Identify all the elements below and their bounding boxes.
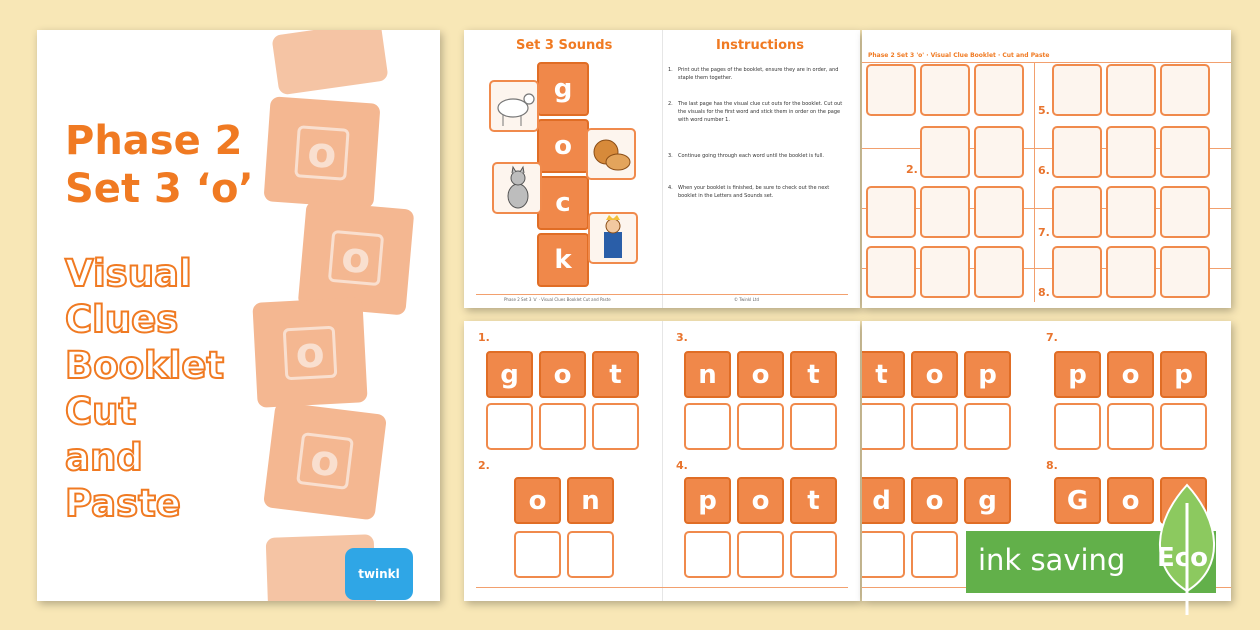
cover-subtitle-line: Clues (65, 298, 179, 341)
letter-tile: o (737, 351, 784, 398)
cover-subtitle-line: Visual (65, 252, 192, 295)
twinkl-logo: twinkl (345, 548, 413, 600)
pug-picture (1052, 246, 1102, 298)
sheet-header: Phase 2 Set 3 'o' · Visual Clue Booklet · Cut and Paste (868, 52, 1050, 59)
page-footer: © Twinkl Ltd (734, 297, 760, 302)
lion-picture (866, 186, 916, 238)
lion-picture (866, 64, 916, 116)
picture-paste-box[interactable] (862, 531, 905, 578)
picture-paste-box[interactable] (684, 403, 731, 450)
nest-picture (920, 126, 970, 178)
word-number: 3. (676, 331, 688, 344)
goat-picture (1160, 246, 1210, 298)
cut-and-paste-sheet (862, 30, 1231, 308)
word-number: 8. (1046, 459, 1058, 472)
picture-paste-box[interactable] (539, 403, 586, 450)
grid-line (1034, 62, 1035, 302)
picture-paste-box[interactable] (964, 403, 1011, 450)
pig-picture (1052, 186, 1102, 238)
picture-paste-box[interactable] (1160, 403, 1207, 450)
letter-tile: t (790, 477, 837, 524)
word-number: 7. (1046, 331, 1058, 344)
row-number: 2. (906, 163, 918, 176)
ink-saving-badge (966, 531, 1260, 593)
lion-picture (1160, 186, 1210, 238)
page-fold (662, 321, 663, 601)
picture-paste-box[interactable] (737, 403, 784, 450)
goat-picture (1106, 64, 1156, 116)
lion-picture (974, 126, 1024, 178)
tap-picture (974, 64, 1024, 116)
pig-picture (974, 246, 1024, 298)
letter-tile: g (537, 62, 589, 116)
picture-paste-box[interactable] (567, 531, 614, 578)
row-number: 7. (1038, 226, 1050, 239)
picture-paste-box[interactable] (790, 531, 837, 578)
letter-tile: c (537, 176, 589, 230)
picture-paste-box[interactable] (514, 531, 561, 578)
letter-tile: o (911, 351, 958, 398)
lion-picture (1106, 246, 1156, 298)
page-fold (662, 30, 663, 308)
picture-paste-box[interactable] (592, 403, 639, 450)
lion-picture (1052, 126, 1102, 178)
letter-tile: p (1054, 351, 1101, 398)
picture-paste-box[interactable] (911, 403, 958, 450)
letter-tile: o (539, 351, 586, 398)
goat-picture (489, 80, 539, 132)
picture-paste-box[interactable] (486, 403, 533, 450)
letter-tile: o (537, 119, 589, 173)
cat-picture (492, 162, 542, 214)
letter-tile: t (862, 351, 905, 398)
letter-tile: o (514, 477, 561, 524)
instruction-step: 4. When your booklet is finished, be sure to check out the next booklet in the Letters and Sounds set. (668, 185, 830, 199)
grid-line (862, 62, 1231, 63)
letter-tile: o (1107, 351, 1154, 398)
tap-picture (866, 246, 916, 298)
deco-tile: o (263, 96, 380, 208)
letter-tile: p (1160, 351, 1207, 398)
word-number: 2. (478, 459, 490, 472)
picture-paste-box[interactable] (862, 403, 905, 450)
picture-paste-box[interactable] (737, 531, 784, 578)
cover-title-line1: Phase 2 (65, 118, 243, 164)
goat-picture (1106, 186, 1156, 238)
goat-picture (920, 64, 970, 116)
sounds-instructions-spread (464, 30, 860, 308)
cover-subtitle-line: Paste (65, 482, 181, 525)
page-footer-rule (476, 587, 848, 588)
pug-picture (1160, 126, 1210, 178)
word-number: 1. (478, 331, 490, 344)
letter-tile: k (537, 233, 589, 287)
letter-tile: t (592, 351, 639, 398)
sounds-heading: Set 3 Sounds (516, 38, 613, 53)
letter-tile: o (737, 477, 784, 524)
letter-tile: g (964, 477, 1011, 524)
eco-label: Eco (1157, 543, 1209, 573)
deco-tile (271, 30, 388, 95)
letter-tile: g (486, 351, 533, 398)
goat-picture (1106, 126, 1156, 178)
letter-tile: n (684, 351, 731, 398)
letter-tile: t (790, 351, 837, 398)
deco-tile: o (252, 297, 367, 408)
picture-paste-box[interactable] (684, 531, 731, 578)
page-footer: Phase 2 Set 3 'o' · Visual Clues Booklet Cut and Paste (504, 297, 611, 302)
deco-tile: o (298, 200, 415, 315)
nest-picture (974, 186, 1024, 238)
picture-paste-box[interactable] (1054, 403, 1101, 450)
tap-picture (920, 186, 970, 238)
lion-picture (586, 128, 636, 180)
cover-title-line2: Set 3 ‘o’ (65, 166, 254, 212)
cover-subtitle-line: Cut (65, 390, 137, 433)
instruction-step: 3. Continue going through each word until the booklet is full. (668, 153, 824, 159)
tap-picture (1160, 64, 1210, 116)
words-page-left (464, 321, 860, 601)
row-number: 8. (1038, 286, 1050, 299)
cover-page (37, 30, 440, 601)
letter-tile: p (964, 351, 1011, 398)
letter-tile: p (684, 477, 731, 524)
page-footer-rule (476, 294, 848, 295)
row-number: 6. (1038, 164, 1050, 177)
picture-paste-box[interactable] (911, 531, 958, 578)
deco-tile: o (263, 402, 387, 521)
row-number: 5. (1038, 104, 1050, 117)
picture-paste-box[interactable] (1107, 403, 1154, 450)
picture-paste-box[interactable] (790, 403, 837, 450)
cover-subtitle-line: and (65, 436, 143, 479)
letter-tile: G (1054, 477, 1101, 524)
instructions-heading: Instructions (716, 38, 805, 53)
lion-picture (1052, 64, 1102, 116)
lion-picture (920, 246, 970, 298)
king-picture (588, 212, 638, 264)
instruction-step: 2. The last page has the visual clue cut outs for the booklet. Cut out the visuals for the first word and stick them in order on the page with word number 1. (668, 101, 843, 123)
letter-tile: d (862, 477, 905, 524)
letter-tile: o (1107, 477, 1154, 524)
instruction-step: 1. Print out the pages of the booklet, ensure they are in order, and staple them together. (668, 67, 839, 81)
badge-label: ink saving (978, 543, 1126, 577)
letter-tile: o (911, 477, 958, 524)
word-number: 4. (676, 459, 688, 472)
letter-tile: n (567, 477, 614, 524)
cover-subtitle-line: Booklet (65, 344, 225, 387)
